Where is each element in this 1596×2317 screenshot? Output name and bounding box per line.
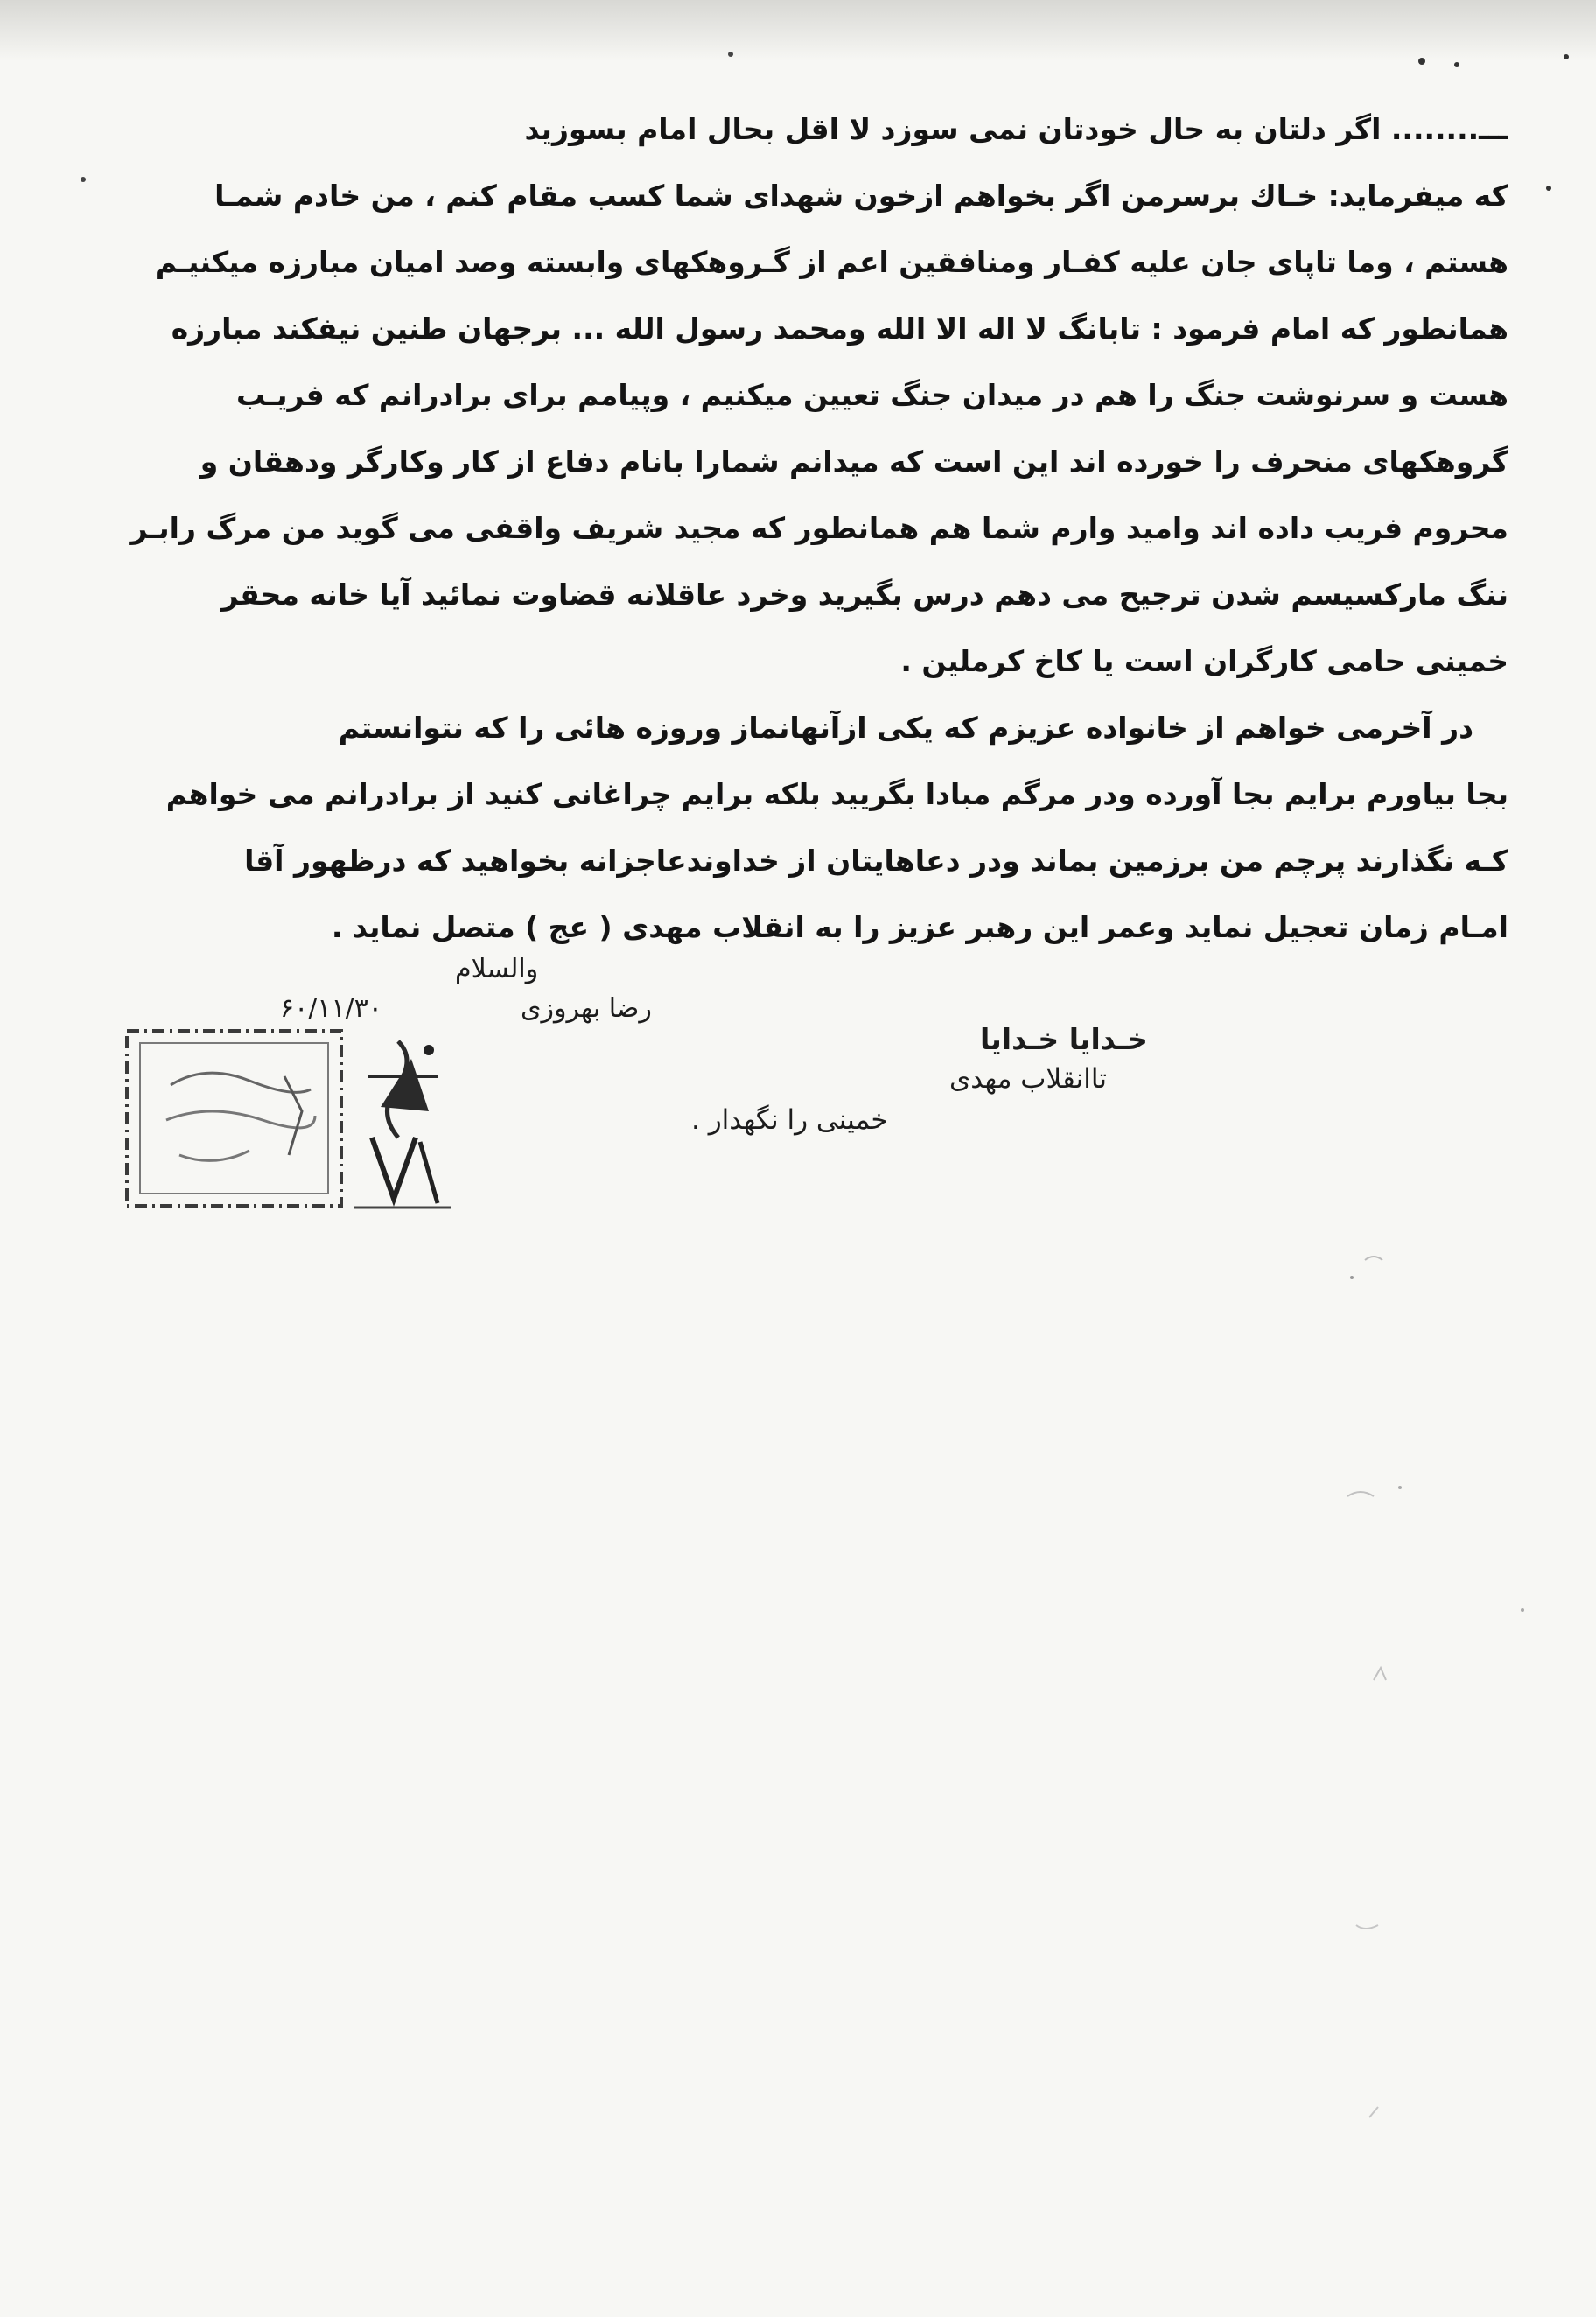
letter-line: گروهکهای منحرف را خورده اند این است که میدانم شمارا بانام دفاع از کار وکارگر ودهقان و	[200, 444, 1508, 479]
official-stamp	[118, 1024, 503, 1221]
letter-line: ـــ........ اگر دلتان به حال خودتان نمی سوزد لا اقل بحال امام بسوزید	[524, 112, 1508, 146]
closing-line: خـدایا خـدایا	[980, 1022, 1148, 1056]
letter-line: ننگ مارکسیسم شدن ترجیح می دهم درس بگیرید وخرد عاقلانه قضاوت نمائید آیا خانه محقر	[221, 578, 1508, 612]
letter-line: هست و سرنوشت جنگ را هم در میدان جنگ تعیین میکنیم ، وپیامم برای برادرانم که فریـب	[235, 378, 1508, 412]
letter-line: همانطور که امام فرمود : تابانگ لا اله الا الله ومحمد رسول الله ... برجهان طنین نیفکند مبارزه	[171, 312, 1508, 346]
letter-line: امـام زمان تعجیل نماید وعمر این رهبر عزیز را به انقلاب مهدی ( عج ) متصل نماید .	[331, 910, 1508, 944]
letter-body	[74, 96, 1508, 961]
letter-line: بجا بیاورم برایم بجا آورده ودر مرگم مبادا بگریید بلکه برایم چراغانی کنید از برادرانم می خواهم	[165, 777, 1508, 811]
signature-date: ۶۰/۱۱/۳۰	[280, 993, 382, 1024]
salutation: والسلام	[455, 954, 539, 984]
signature: رضا بهروزی	[521, 993, 652, 1024]
closing-line: تاانقلاب مهدی	[949, 1063, 1107, 1095]
faint-margin-marks	[1312, 1242, 1488, 2205]
closing-line: خمینی را نگهدار .	[691, 1104, 888, 1136]
letter-line: محروم فریب داده اند وامید وارم شما هم همانطور که مجید شریف واقفی می گوید من مرگ رابـر	[130, 511, 1508, 545]
letter-line: خمینی حامی کارگران است یا کاخ کرملین .	[900, 644, 1508, 678]
letter-line: در آخرمی خواهم از خانواده عزیزم که یکی ازآنهانماز وروزه هائی را که نتوانستم	[338, 710, 1474, 745]
letter-line: هستم ، وما تاپای جان علیه کفـار ومنافقین اعم از گـروهکهای وابسته وصد اميان مبارزه میکنیـم	[155, 245, 1508, 279]
letter-line: که میفرمايد: خـاك برسرمن اگر بخواهم ازخون شهدای شما کسب مقام کنم ، من خادم شمـا	[214, 178, 1508, 213]
letter-line: کـه نگذارند پرچم من برزمین بماند ودر دعاهایتان از خداوندعاجزانه بخواهید که درظهور آقا	[244, 844, 1508, 878]
